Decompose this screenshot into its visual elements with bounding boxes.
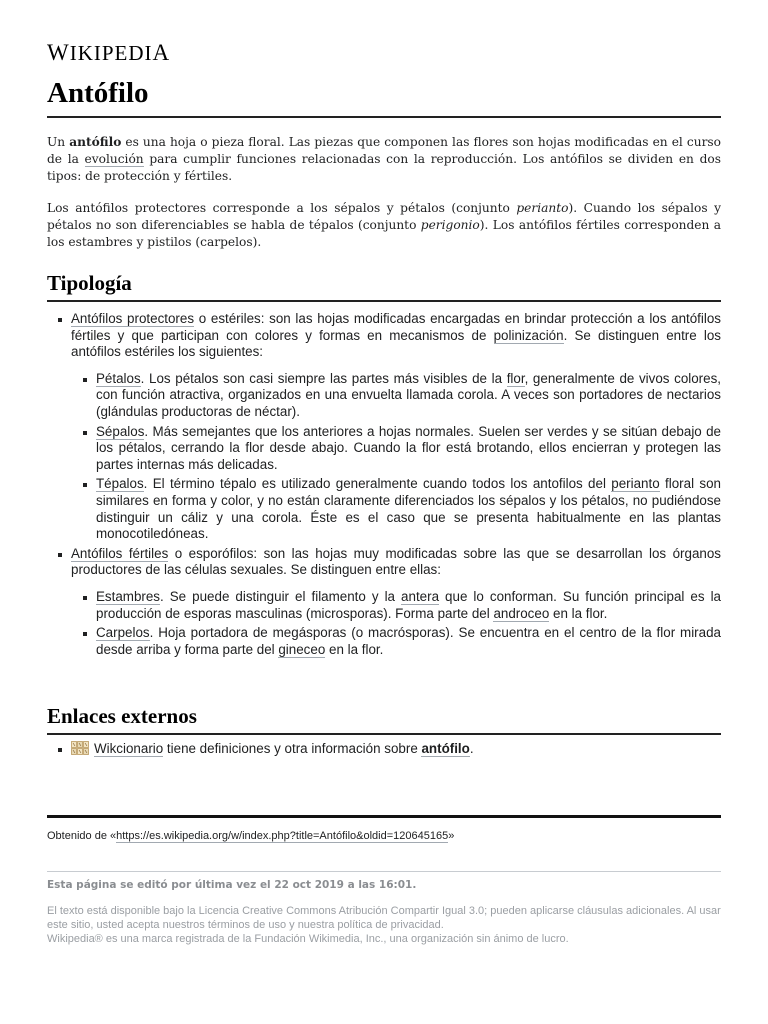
enlaces-list <box>47 741 721 758</box>
wordmark-final: A <box>152 40 171 65</box>
text: en la flor. <box>549 605 608 621</box>
intro-paragraph-1 <box>47 134 721 185</box>
list-item <box>47 546 721 659</box>
link-perianto[interactable]: perianto <box>611 476 660 492</box>
last-modified: Esta página se editó por última vez el 22 oct 2019 a las 16:01. <box>47 879 417 891</box>
link-antera[interactable]: antera <box>401 588 440 604</box>
text: Un <box>47 135 70 149</box>
section-heading-enlaces-externos: Enlaces externos <box>47 703 721 735</box>
link-antofilos-protectores[interactable]: Antófilos protectores <box>71 311 195 326</box>
sublist-protectores <box>71 371 721 543</box>
list-item <box>47 741 721 758</box>
term-italic-perigonio: perigonio <box>420 218 480 232</box>
text: . Los pétalos son casi siempre las partes más visibles de la <box>140 370 507 386</box>
link-tepalos[interactable]: Tépalos <box>96 476 144 492</box>
text: . Se puede distinguir el filamento y la <box>160 588 402 604</box>
retrieved-from <box>47 830 721 842</box>
footer-thin-divider <box>47 871 721 872</box>
text: » <box>448 830 455 842</box>
link-antofilo-wiktionary[interactable]: antófilo <box>421 741 470 756</box>
link-polinizacion[interactable]: polinización <box>493 327 564 343</box>
text: para cumplir funciones relacionadas con la reproducción. Los antófilos se dividen en dos tipos: de protección y fértiles. <box>47 152 721 183</box>
text: o estériles: son las hojas modificadas encargadas en brindar protección a los antófilos fértiles y que participan con colores y formas en mecanismos de <box>71 311 721 343</box>
link-estambres[interactable]: Estambres <box>96 588 160 604</box>
wiktionary-icon <box>71 741 90 755</box>
text: , generalmente de vivos colores, con función atractiva, organizados en una envuelta llamada corola. A veces son portadores de nectarios (glándulas productoras de néctar). <box>96 370 722 419</box>
list-item <box>71 424 721 474</box>
permanent-link[interactable]: https://es.wikipedia.org/w/index.php?title=Antófilo&oldid=120645165 <box>116 830 449 842</box>
wordmark-initial: W <box>47 40 70 65</box>
list-item <box>47 311 721 543</box>
list-item <box>71 589 721 622</box>
text: . Hoja portadora de megásporas (o macrósporas). Se encuentra en el centro de la flor mirada desde arriba y forma parte del <box>96 625 721 657</box>
text: es una hoja o pieza floral. Las piezas que componen las flores son hojas modificadas en el curso de la <box>47 135 721 166</box>
text: ). Cuando los sépalos y pétalos no son diferenciables se habla de tépalos (conjunto <box>47 201 721 232</box>
text: . El término tépalo es utilizado generalmente cuando todos los antofilos del <box>143 476 612 492</box>
text: . Más semejantes que los anteriores a hojas normales. Suelen ser verdes y se sitúan debajo de los pétalos, cerrando la flor desde abajo. Cuando la flor está brotando, ellos encierran y protegen las partes internas más delicadas. <box>96 423 721 472</box>
link-gineceo[interactable]: gineceo <box>278 641 326 657</box>
text: floral son similares en forma y color, y no están claramente diferenciados los sépalos y los pétalos, no pudiéndose distinguir un cáliz y una corola. Éste es el caso que se presenta habitualmente en las plantas monocotiledóneas. <box>96 476 721 542</box>
text: Los antófilos protectores corresponde a los sépalos y pétalos (conjunto <box>47 201 517 215</box>
link-carpelos[interactable]: Carpelos <box>96 625 150 641</box>
link-flor[interactable]: flor <box>506 370 525 386</box>
link-androceo[interactable]: androceo <box>493 605 550 621</box>
trademark-text: Wikipedia® es una marca registrada de la Fundación Wikimedia, Inc., una organización sin ánimo de lucro. <box>47 933 569 945</box>
link-sepalos[interactable]: Sépalos <box>96 423 145 439</box>
text: . <box>469 741 474 756</box>
term-bold: antófilo <box>69 135 122 149</box>
text: Obtenido de « <box>47 830 117 842</box>
list-item <box>71 371 721 421</box>
license-info <box>47 904 721 946</box>
text: ). Los antófilos fértiles corresponden a los estambres y pistilos (carpelos). <box>47 218 722 249</box>
footer-divider <box>47 815 721 818</box>
list-item <box>71 625 721 658</box>
tipologia-list <box>47 311 721 661</box>
wordmark-middle: IKIPEDI <box>69 41 153 65</box>
link-antofilos-fertiles[interactable]: Antófilos fértiles <box>71 545 169 561</box>
link-evolucion[interactable]: evolución <box>84 152 144 166</box>
sublist-fertiles <box>71 589 721 658</box>
text: que lo conforman. Su función principal es la producción de esporas masculinas (microsporas). Forma parte del <box>96 588 721 621</box>
license-text: El texto está disponible bajo la Licencia Creative Commons Atribución Compartir Igual 3.0; pueden aplicarse cláusulas adicionales. Al usar este sitio, usted acepta nuestros términos de uso y nuestra política de privacidad. <box>47 905 721 931</box>
text: . Se distinguen entre los antófilos estériles los siguientes: <box>71 327 721 360</box>
link-wikcionario[interactable]: Wikcionario <box>94 741 164 756</box>
section-heading-tipologia: Tipología <box>47 270 721 302</box>
intro-paragraph-2 <box>47 200 721 251</box>
list-item <box>71 476 721 542</box>
text: en la flor. <box>325 641 384 657</box>
wikipedia-wordmark[interactable] <box>47 40 170 66</box>
term-italic-perianto: perianto <box>516 201 569 215</box>
intro-section <box>47 134 721 266</box>
text: tiene definiciones y otra información sobre <box>163 741 422 756</box>
link-petalos[interactable]: Pétalos <box>96 370 141 386</box>
text: o esporófilos: son las hojas muy modificadas sobre las que se desarrollan los órganos productores de las células sexuales. Se distinguen entre ellas: <box>71 545 721 578</box>
page-title: Antófilo <box>47 76 721 118</box>
